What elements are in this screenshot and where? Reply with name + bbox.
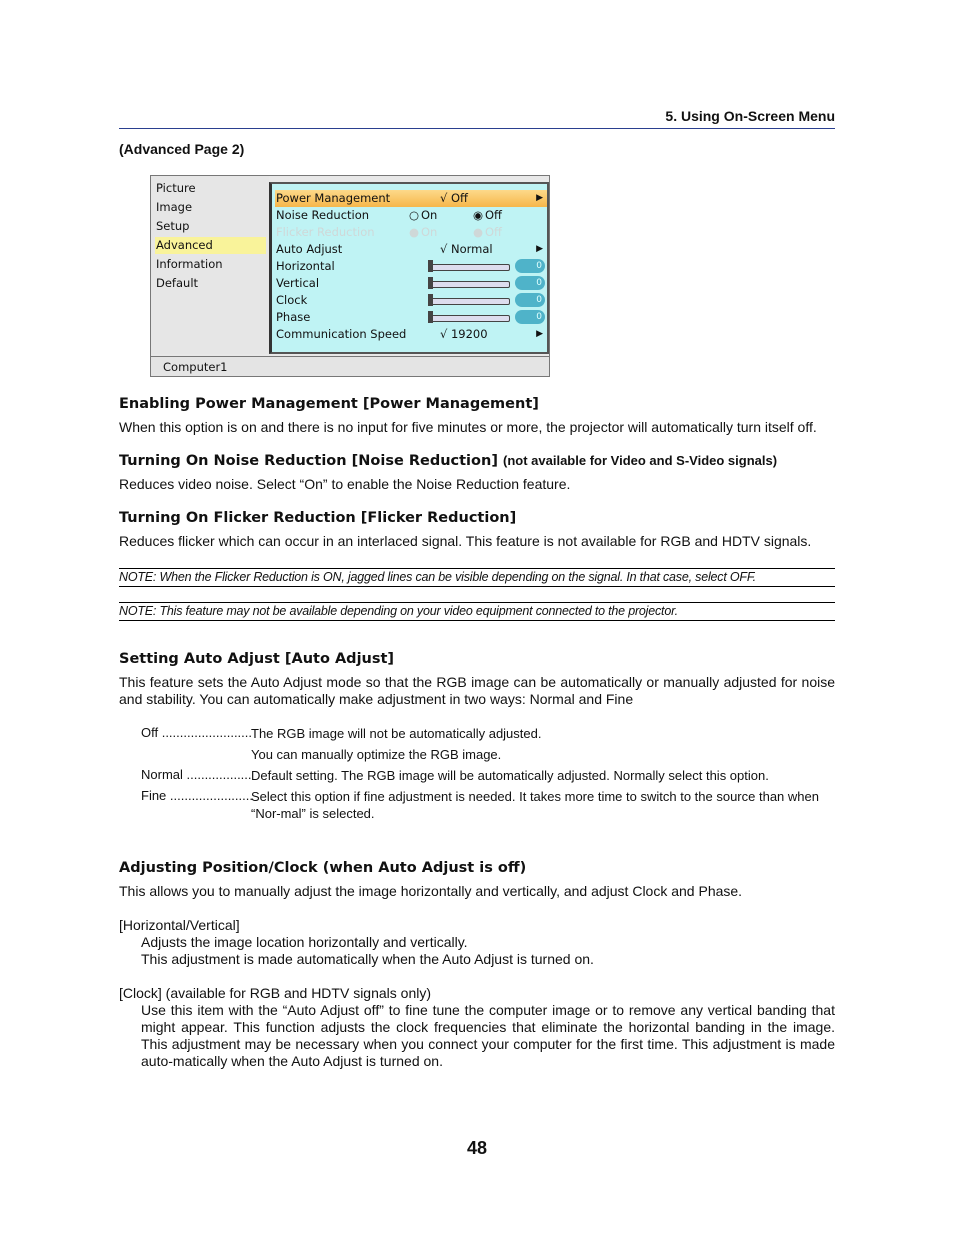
text-position-clock: This allows you to manually adjust the image horizontally and vertically, and adjust Clock and Phase. [119, 883, 743, 899]
radio-disabled-icon: ● [409, 225, 420, 239]
text-flicker-reduction: Reduces flicker which can occur in an interlaced signal. This feature is not available for RGB and HDTV signals. [119, 533, 812, 549]
osd-row-vertical [275, 275, 547, 292]
slider-knob [428, 260, 433, 272]
osd-menu-screenshot [150, 175, 550, 377]
note-equipment: NOTE: This feature may not be available depending on your video equipment connected to the projector. [119, 602, 835, 621]
heading-auto-adjust: Setting Auto Adjust [Auto Adjust] [119, 651, 395, 667]
option-term-off: Off ......................... [141, 725, 253, 740]
osd-row-clock [275, 292, 547, 309]
osd-value: √ 19200 [440, 327, 488, 341]
note-flicker: NOTE: When the Flicker Reduction is ON, jagged lines can be visible depending on the signal. In that case, select OFF. [119, 568, 835, 587]
osd-value: √ Normal [440, 242, 493, 256]
osd-row-phase [275, 309, 547, 326]
osd-option-on: On [421, 225, 438, 239]
slider-track [430, 264, 510, 271]
label-horizontal-vertical: [Horizontal/Vertical] [119, 917, 240, 933]
slider-value: 0 [515, 293, 545, 307]
heading-position-clock: Adjusting Position/Clock (when Auto Adjust is off) [119, 860, 527, 876]
osd-row-auto-adjust [275, 241, 547, 258]
option-desc-off: The RGB image will not be automatically adjusted. [251, 726, 542, 741]
osd-option-off: Off [485, 208, 502, 222]
osd-label: Flicker Reduction [276, 225, 375, 239]
slider-track [430, 281, 510, 288]
osd-row-horizontal [275, 258, 547, 275]
option-term-normal: Normal .................. [141, 767, 252, 782]
osd-label: Noise Reduction [276, 208, 370, 222]
osd-label: Power Management [276, 191, 391, 205]
osd-option-off: Off [485, 225, 502, 239]
osd-source-footer: Computer1 [151, 356, 549, 376]
osd-settings-panel [269, 182, 549, 354]
osd-option-on: On [421, 208, 438, 222]
slider-value: 0 [515, 259, 545, 273]
label-clock: [Clock] (available for RGB and HDTV signals only) [119, 985, 432, 1001]
heading-power-management: Enabling Power Management [Power Management] [119, 396, 539, 412]
radio-selected-icon: ◉ [473, 208, 484, 222]
osd-menu-item-image: Image [156, 200, 193, 214]
slider-value: 0 [515, 276, 545, 290]
arrow-right-icon: ▶ [536, 193, 543, 203]
page-number: 48 [466, 1138, 488, 1158]
osd-row-power-management [275, 190, 547, 207]
text-hv-line2: This adjustment is made automatically when the Auto Adjust is turned on. [141, 951, 594, 967]
option-desc-off-2: You can manually optimize the RGB image. [251, 747, 502, 762]
option-term-fine: Fine ....................... [141, 788, 253, 803]
heading-noise-reduction-title: Turning On Noise Reduction [Noise Reduction] [119, 453, 498, 469]
section-header-title: 5. Using On-Screen Menu [665, 108, 835, 124]
osd-row-flicker-reduction [275, 224, 547, 241]
osd-label: Clock [276, 293, 308, 307]
slider-knob [428, 294, 433, 306]
osd-left-menu [151, 176, 269, 354]
text-power-management: When this option is on and there is no input for five minutes or more, the projector will automatically turn itself off. [119, 419, 817, 435]
text-noise-reduction: Reduces video noise. Select “On” to enable the Noise Reduction feature. [119, 476, 571, 492]
slider-track [430, 315, 510, 322]
slider-value: 0 [515, 310, 545, 324]
osd-value: √ Off [440, 191, 468, 205]
radio-disabled-icon: ● [473, 225, 484, 239]
osd-label: Communication Speed [276, 327, 407, 341]
slider-knob [428, 311, 433, 323]
osd-label: Auto Adjust [276, 242, 343, 256]
osd-row-noise-reduction [275, 207, 547, 224]
heading-noise-reduction-note: (not available for Video and S-Video signals) [503, 453, 778, 468]
osd-menu-item-default: Default [156, 276, 199, 290]
osd-menu-item-setup: Setup [156, 219, 190, 233]
osd-menu-item-picture: Picture [156, 181, 196, 195]
slider-knob [428, 277, 433, 289]
arrow-right-icon: ▶ [536, 329, 543, 339]
osd-menu-item-information: Information [156, 257, 223, 271]
osd-row-communication-speed [275, 326, 547, 343]
header-rule [119, 128, 835, 129]
osd-label: Phase [276, 310, 311, 324]
osd-menu-item-advanced: Advanced [155, 237, 266, 254]
osd-label: Vertical [276, 276, 320, 290]
option-desc-normal: Default setting. The RGB image will be automatically adjusted. Normally select this option. [251, 768, 769, 783]
radio-empty-icon: ○ [409, 208, 420, 222]
heading-flicker-reduction: Turning On Flicker Reduction [Flicker Reduction] [119, 510, 517, 526]
heading-noise-reduction [119, 453, 777, 469]
text-clock: Use this item with the “Auto Adjust off” to fine tune the computer image or to remove any vertical banding that might appear. This function adjusts the clock frequencies that eliminate the horizontal banding in the image. This adjustment may be necessary when you connect your computer for the first time. This adjustment is made auto-matically when the Auto Adjust is turned on. [141, 1002, 835, 1069]
page-subtitle: (Advanced Page 2) [119, 141, 245, 157]
option-desc-fine: Select this option if fine adjustment is needed. It takes more time to switch to the source than when “Nor-mal” is selected. [251, 789, 819, 821]
slider-track [430, 298, 510, 305]
arrow-right-icon: ▶ [536, 244, 543, 254]
text-auto-adjust: This feature sets the Auto Adjust mode so that the RGB image can be automatically or manually adjusted for noise and stability. You can automatically make adjustment in two ways: Normal and Fine [119, 674, 835, 707]
osd-label: Horizontal [276, 259, 335, 273]
text-hv-line1: Adjusts the image location horizontally and vertically. [141, 934, 468, 950]
